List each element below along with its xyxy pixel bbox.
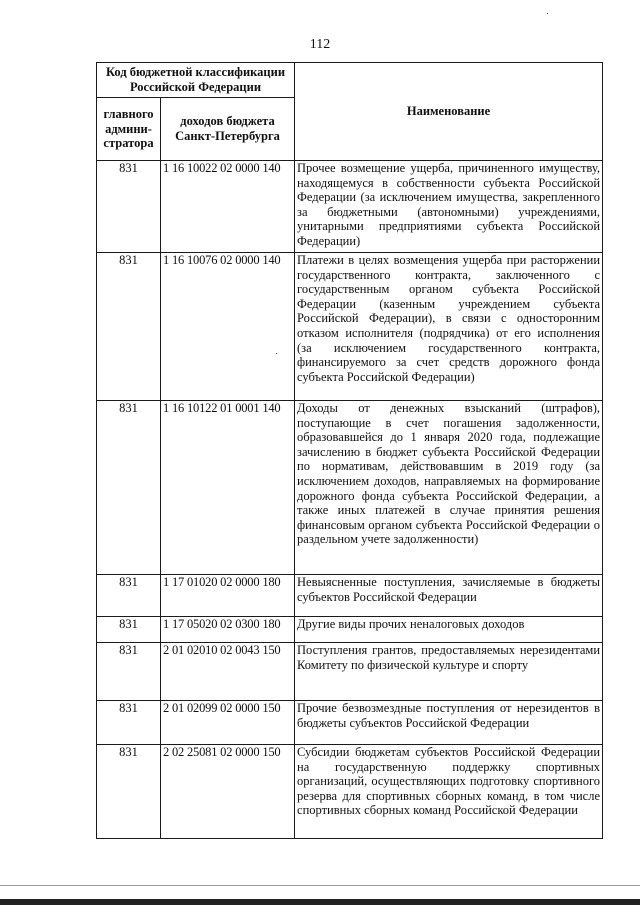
scan-artifact-dot (547, 13, 548, 14)
revenue-code-cell: 1 17 01020 02 0000 180 (161, 575, 295, 617)
table-row (97, 701, 603, 745)
name-cell: Поступления грантов, предоставляемых нерезидентами Комитету по физической культуре и спорту (295, 643, 603, 701)
admin-code-cell: 831 (97, 401, 161, 575)
revenue-code-cell: 1 16 10076 02 0000 140 (161, 253, 295, 401)
page-number: 112 (309, 37, 331, 52)
admin-code-cell: 831 (97, 745, 161, 839)
admin-code-cell: 831 (97, 701, 161, 745)
header-budget-revenues: доходов бюджета Санкт-Петербурга (161, 98, 295, 161)
header-name: Наименование (295, 63, 603, 161)
revenue-code-cell: 2 02 25081 02 0000 150 (161, 745, 295, 839)
revenue-code-cell: 1 16 10022 02 0000 140 (161, 161, 295, 253)
table-row (97, 745, 603, 839)
revenue-code-cell: 2 01 02099 02 0000 150 (161, 701, 295, 745)
table-row (97, 575, 603, 617)
name-cell: Платежи в целях возмещения ущерба при расторжении государственного контракта, заключенного с государственным органом субъекта Российской Федерации (казенным учреждением субъекта Российской Федерации), в связи с односторонним отказом исполнителя (подрядчика) от его исполнения (за исключением государственного контракта, финансируемого за счет средств дорожного фонда субъекта Российской Федерации) (295, 253, 603, 401)
header-budget-classification-code: Код бюджетной классификации Российской Федерации (97, 63, 295, 98)
budget-classification-table (96, 62, 603, 839)
admin-code-cell: 831 (97, 617, 161, 643)
table-row (97, 161, 603, 253)
table-row (97, 253, 603, 401)
name-cell: Невыясненные поступления, зачисляемые в бюджеты субъектов Российской Федерации (295, 575, 603, 617)
revenue-code-cell: 1 16 10122 01 0001 140 (161, 401, 295, 575)
revenue-code-cell: 1 17 05020 02 0300 180 (161, 617, 295, 643)
name-cell: Прочие безвозмездные поступления от нерезидентов в бюджеты субъектов Российской Федерации (295, 701, 603, 745)
table-row (97, 643, 603, 701)
table-row (97, 617, 603, 643)
admin-code-cell: 831 (97, 161, 161, 253)
admin-code-cell: 831 (97, 575, 161, 617)
admin-code-cell: 831 (97, 643, 161, 701)
revenue-code-cell: 2 01 02010 02 0043 150 (161, 643, 295, 701)
header-chief-administrator: главного админи-стратора (97, 98, 161, 161)
name-cell: Субсидии бюджетам субъектов Российской Федерации на государственную поддержку спортивных организаций, осуществляющих подготовку спортивного резерва для спортивных сборных команд, в том числе спортивных сборных команд Российской Федерации (295, 745, 603, 839)
table-row (97, 401, 603, 575)
name-cell: Доходы от денежных взысканий (штрафов), поступающие в счет погашения задолженности, образовавшейся до 1 января 2020 года, подлежащие зачислению в бюджет субъекта Российской Федерации по нормативам, действовавшим в 2019 году (за исключением доходов, направляемых на формирование дорожного фонда субъекта Российской Федерации, а также иных платежей в случае принятия решения финансовым органом субъекта Российской Федерации о раздельном учете задолженности) (295, 401, 603, 575)
scan-artifact-line (0, 885, 640, 886)
name-cell: Другие виды прочих неналоговых доходов (295, 617, 603, 643)
name-cell: Прочее возмещение ущерба, причиненного имуществу, находящемуся в собственности субъекта Российской Федерации (за исключением имущества, закрепленного за бюджетными (автономными) учреждениями, унитарными предприятиями субъекта Российской Федерации) (295, 161, 603, 253)
scan-artifact-edge (0, 899, 640, 905)
scan-artifact-dot (276, 353, 277, 354)
admin-code-cell: 831 (97, 253, 161, 401)
